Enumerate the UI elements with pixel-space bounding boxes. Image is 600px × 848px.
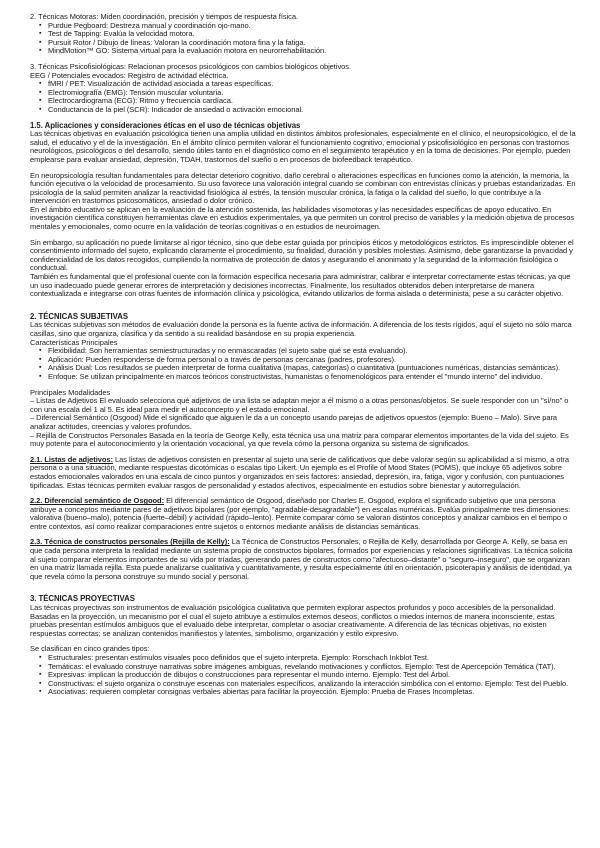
listas-adjetivos-heading: 2.1. Listas de adjetivos: <box>30 454 113 464</box>
list-item: ▪ Análisis Dual: Los resultados se pueden interpretar de forma cualitativa (mapas, categorías) o cuantitativa (puntuaciones numéricas, distancias semánticas). <box>48 364 578 373</box>
list-item: ▪ MindMotion™ GO: Sistema virtual para la evaluación motora en neurorrehabilitación. <box>48 47 578 56</box>
diferencial-paragraph <box>30 497 578 531</box>
rejilla-body: La Técnica de Constructos Personales, o Rejilla de Kelly, desarrollada por George A. Kelly, se basa en que cada persona interpreta la realidad mediante un sistema propio de constructos bipolares, formados por experiencias y relaciones significativas. La técnica solicita al sujeto comparar elementos importantes de su vida por tríadas, generando pares de constructos como "afectuoso–distante" o "seguro–inseguro", que se organizan en una matriz llamada rejilla. Esta puede analizarse cualitativa y cuantitativamente, y resulta especialmente útil en orientación, psicoterapia y análisis de identidad, ya que revela cómo la persona construye su mundo social y personal. <box>30 537 573 581</box>
list-item: ▪ Enfoque: Se utilizan principalmente en marcos teóricos constructivistas, humanistas o fenomenológicos para entender el "mundo interno" del individuo. <box>48 373 578 382</box>
principios-label: Características Principales <box>30 337 118 347</box>
list-item: ▪ Aplicación: Pueden responderse de forma personal o a través de personas cercanas (padres, profesores). <box>48 356 578 365</box>
list-item: ▪ Temáticas: el evaluado construye narrativas sobre imágenes ambiguas, revelando motivaciones y conflictos. Ejemplo: Test de Apercepción Temática (TAT). <box>48 663 578 672</box>
list-item: ▪ Purdue Pegboard: Destreza manual y coordinación ojo-mano. <box>48 22 578 31</box>
list-item: ▪ Flexibilidad: Son herramientas semiestructuradas y no enmascaradas (el sujeto sabe qué se está evaluando). <box>48 347 578 356</box>
list-item: ▪ Test de Tapping: Evalúa la velocidad motora. <box>48 30 578 39</box>
modalidad-item: – Diferencial Semántico (Osgood) Mide el significado que alguien le da a un concepto usando parejas de adjetivos opuestos (ejemplo: Bueno – Malo). Sirve para analizar actitudes, creencias y valores profundos. <box>30 413 558 431</box>
aplicaciones-paragraph: Sin embargo, su aplicación no puede limitarse al rigor técnico, sino que debe estar guiada por principios éticos y metodológicos estrictos. Es imprescindible obtener el consentimiento informado del sujeto, explicando claramente el procedimiento, su finalidad, duración y posibles molestias. Asimismo, debe garantizarse la privacidad y confidencialidad de los datos recogidos, cumpliendo la normativa de protección de datos y asegurando el anonimato y la seguridad de la información fisiológica o conductual. <box>30 237 574 273</box>
listas-adjetivos-paragraph <box>30 456 578 490</box>
psicofisio-title: 3. Técnicas Psicofisiológicas: Relacionan procesos psicológicos con cambios biológicos objetivos. <box>30 61 352 71</box>
list-item: ▪ Expresivas: implican la producción de dibujos o construcciones para representar el mundo interno. Ejemplo: Test del Árbol. <box>48 671 578 680</box>
list-item: ▪ Conductancia de la piel (SCR): Indicador de ansiedad o activación emocional. <box>48 106 578 115</box>
listas-adjetivos-body: Las listas de adjetivos consisten en presentar al sujeto una serie de calificativos que debe valorar según su aplicabilidad a sí mismo, a otra persona o a una situación, mediante respuestas dicotómicas o escalas tipo Likert. Un ejemplo es el Profile of Mood States (POMS), que incluye 65 adjetivos sobre estados emocionales valorados en una escala de cinco puntos y organizados en seis factores: ansiedad, depresión, ira, fatiga, vigor y confusión, con puntuaciones tipificadas. Estas técnicas permiten evaluar rasgos de personalidad y estados afectivos, especialmente en estudios sobre bienestar y autorregulación. <box>30 454 569 490</box>
rejilla-paragraph <box>30 538 578 581</box>
modalidad-item: – Listas de Adjetivos El evaluado selecciona qué adjetivos de una lista se adaptan mejor a él mismo o a otras personas/objetos. Se suele responder con un "sí/no" o con una escala del 1 al 5. Es ideal para medir el autoconcepto y el estado emocional. <box>30 396 569 414</box>
motoras-list <box>30 22 578 56</box>
aplicaciones-paragraph: Las técnicas objetivas en evaluación psicológica tienen una amplia utilidad en distintos ámbitos profesionales, especialmente en el clínico, el neuropsicológico, el de la salud, el educativo y el de la investigación. En el ámbito clínico permiten valorar el funcionamiento cognitivo, emocional y psicofisiológico en personas con trastornos neurológicos, psicológicos o del desarrollo, siendo útiles tanto en el diagnóstico como en el seguimiento terapéutico y en la toma de decisiones. Por ejemplo, pueden emplearse para evaluar ansiedad, depresión, TDAH, trastornos del sueño o en procesos de biofeedback terapéutico. <box>30 129 576 164</box>
list-item: ▪ Constructivas: el sujeto organiza o construye escenas con materiales específicos, analizando la interacción simbólica con el entorno. Ejemplo: Test del Pueblo. <box>48 680 578 689</box>
tipos-list <box>30 654 578 697</box>
list-item: ▪ Electromiografía (EMG): Tensión muscular voluntaria. <box>48 89 578 98</box>
subjetivas-intro: Las técnicas subjetivas son métodos de evaluación donde la persona es la fuente activa de información. A diferencia de los tests rígidos, aquí el sujeto no sólo marca casillas, sino que organiza, clasifica y da sentido a su realidad basándose en su propia experiencia. <box>30 320 572 338</box>
psicofisio-subtitle: EEG / Potenciales evocados: Registro de actividad eléctrica. <box>30 70 229 80</box>
diferencial-heading: 2.2. Diferencial semántico de Osgood: <box>30 496 165 506</box>
modalidades-label: Principales Modalidades <box>30 387 111 397</box>
psicofisio-list <box>30 80 578 114</box>
proyectivas-heading: 3. TÉCNICAS PROYECTIVAS <box>30 594 135 604</box>
diferencial-body: El diferencial semántico de Osgood, diseñado por Charles E. Osgood, explora el significado subjetivo que una persona atribuye a conceptos mediante pares de adjetivos bipolares (por ejemplo, "agradable-desagradable") en escalas numéricas. Evalúa principalmente tres dimensiones: valorativa (bueno–malo), potencia (fuerte–débil) y actividad (rápido–lento). Permite comparar cómo se valoran distintos conceptos y analizar cambios en el tiempo o entre contextos, así como realizar comparaciones entre sujetos o entornos mediante análisis de distancias semánticas. <box>30 496 571 531</box>
aplicaciones-paragraph: También es fundamental que el profesional cuente con la formación específica necesaria para administrar, calibrar e interpretar correctamente estas técnicas, ya que un uso inadecuado puede generar errores de interpretación y decisiones incorrectas. Finalmente, los resultados obtenidos deben interpretarse de manera contextualizada e integrarse con otras fuentes de información clínica y psicológica, evitando utilizarlos de forma aislada o determinista, pese a su carácter objetivo. <box>30 272 571 299</box>
aplicaciones-paragraph: En neuropsicología resultan fundamentales para detectar deterioro cognitivo, daño cerebral o alteraciones específicas en funciones como la atención, la memoria, la función ejecutiva o la velocidad de procesamiento. Su uso favorece una valoración integral cuando se combinan con entrevistas clínicas y pruebas estandarizadas. En psicología de la salud permiten analizar la reactividad fisiológica al estrés, la tensión muscular crónica, la fatiga o la calidad del sueño, lo que contribuye a la intervención en trastornos psicosomáticos, ansiedad o dolor crónico. <box>30 170 576 206</box>
principios-list <box>30 347 578 381</box>
aplicaciones-heading: 1.5. Aplicaciones y consideraciones éticas en el uso de técnicas objetivas <box>30 120 301 130</box>
aplicaciones-paragraph: En el ámbito educativo se aplican en la evaluación de la atención sostenida, las habilidades visomotoras y las necesidades específicas de apoyo educativo. En investigación científica constituyen herramientas clave en estudios experimentales, ya que permiten un control preciso de variables y la medición objetiva de procesos mentales y emocionales, como ocurre en la validación de teorías cognitivas o en estudios de neuroimagen. <box>30 204 575 232</box>
motoras-title: 2. Técnicas Motoras: Miden coordinación, precisión y tiempos de respuesta física. <box>30 12 299 21</box>
list-item: ▪ Estructurales: presentan estímulos visuales poco definidos que el sujeto interpreta. Ejemplo: Rorschach Inkblot Test. <box>48 654 578 663</box>
tipos-label: Se clasifican en cinco grandes tipos: <box>30 644 150 654</box>
subjetivas-heading: 2. TÉCNICAS SUBJETIVAS <box>30 311 128 321</box>
proyectivas-intro: Las técnicas proyectivas son instrumentos de evaluación psicológica cualitativa que permiten explorar aspectos profundos y poco accesibles de la personalidad. Basadas en la proyección, un mecanismo por el cual el sujeto atribuye a estímulos externos deseos, conflictos o miedos internos de manera inconsciente, estas pruebas presentan estímulos ambiguos que el evaluado debe interpretar, completar o asociar creativamente. A diferencia de las técnicas objetivas, no existen respuestas correctas; se analizan contenidos manifiestos y latentes, simbolismo, organización y estilo expresivo. <box>30 603 556 638</box>
list-item: ▪ Electrocardiograma (ECG): Ritmo y frecuencia cardíaca. <box>48 97 578 106</box>
list-item: ▪ Asociativas: requieren completar consignas verbales abiertas para facilitar la proyección. Ejemplo: Prueba de Frases Incompletas. <box>48 688 578 697</box>
list-item: ▪ Pursuit Rotor / Dibujo de líneas: Valoran la coordinación motora fina y la fatiga. <box>48 39 578 48</box>
modalidad-item: – Rejilla de Constructos Personales Basada en la teoría de George Kelly, esta técnica usa una matriz para comparar elementos importantes de la vida del sujeto. Es muy potente para el autoconocimiento y la orientación vocacional, ya que revela cómo la persona organiza su sistema de significados. <box>30 430 569 449</box>
list-item: ▪ fMRI / PET: Visualización de actividad asociada a tareas específicas. <box>48 80 578 89</box>
rejilla-heading: 2.3. Técnica de constructos personales (Rejilla de Kelly): <box>30 537 230 547</box>
